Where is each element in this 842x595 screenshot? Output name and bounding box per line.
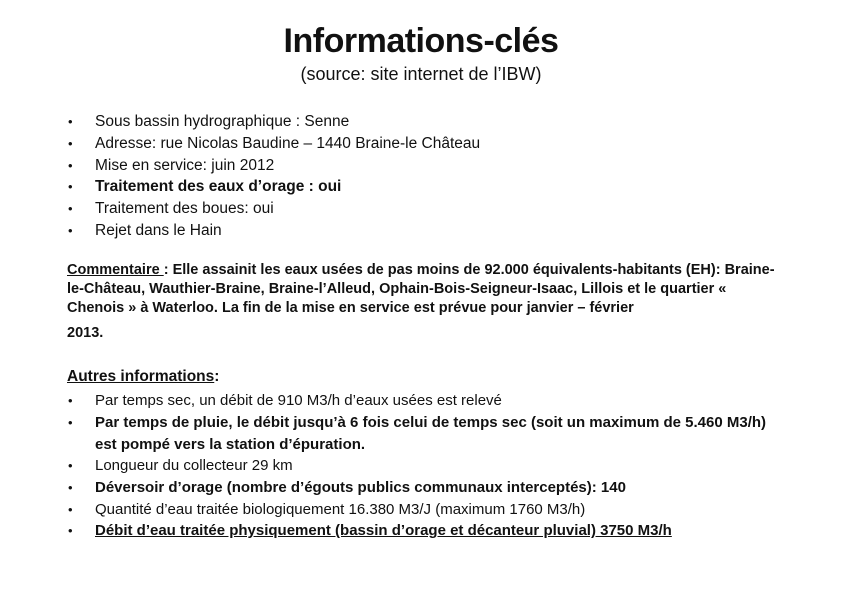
list-item [68,499,787,521]
bullet-icon: • [68,222,73,238]
fact-sludge: Traitement des boues: oui [95,199,274,217]
list-item [68,111,782,133]
info-collector-length: Longueur du collecteur 29 km [95,457,293,475]
list-item [68,198,782,220]
info-physical-treatment: Débit d’eau traitée physiquement (bassin d’orage et décanteur pluvial) 3750 M3/h [95,522,672,540]
comment-separator: : [163,262,173,279]
bullet-icon: • [68,135,73,151]
list-item [68,455,787,477]
bullet-icon: • [68,200,73,216]
list-item [68,477,787,499]
fact-address: Adresse: rue Nicolas Baudine – 1440 Braine-le Château [95,134,481,152]
list-item [68,520,787,542]
info-storm-overflow: Déversoir d’orage (nombre d’égouts publics communaux interceptés): 140 [95,478,626,496]
comment-paragraph [67,261,779,317]
page-title: Informations-clés [283,22,559,60]
comment-tail: 2013. [67,325,104,342]
bullet-icon: • [68,393,73,409]
fact-basin: Sous bassin hydrographique : Senne [95,113,350,131]
comment-label: Commentaire [67,262,164,279]
fact-commissioning: Mise en service: juin 2012 [95,156,275,174]
bullet-icon: • [68,501,73,517]
info-rain-flow: Par temps de pluie, le débit jusqu’à 6 fois celui de temps sec (soit un maximum de 5.460 M3/h) est pompé vers la station d’épuration. [95,413,767,453]
other-info-heading [67,367,777,386]
facts-list [0,111,842,241]
bullet-icon: • [68,523,73,539]
list-item [68,412,787,455]
list-item [68,133,782,155]
bullet-icon: • [68,479,73,495]
list-item [68,155,782,177]
bullet-icon: • [68,157,73,173]
fact-discharge: Rejet dans le Hain [95,221,222,239]
bullet-icon: • [68,458,73,474]
fact-storm-water: Traitement des eaux d’orage : oui [95,178,342,196]
other-info-list [0,390,842,542]
bullet-icon: • [68,414,73,430]
info-dry-weather-flow: Par temps sec, un débit de 910 M3/h d’eaux usées est relevé [95,392,502,410]
page-subtitle: (source: site internet de l’IBW) [300,64,542,85]
other-info-separator: : [214,368,220,386]
list-item [68,220,782,242]
info-biological-treatment: Quantité d’eau traitée biologiquement 16.380 M3/J (maximum 1760 M3/h) [95,500,586,518]
other-info-label: Autres informations [67,368,215,386]
comment-body: Elle assainit les eaux usées de pas moins de 92.000 équivalents-habitants (EH): Braine-le-Château, Wauthier-Braine, Braine-l’Alleud, Ophain-Bois-Seigneur-Isaac, Lillois et le quartier « Chenois » à Waterloo. La fin de la mise en service est prévue pour janvier – février [67,262,775,316]
bullet-icon: • [68,179,73,195]
bullet-icon: • [68,114,73,130]
list-item [68,176,782,198]
list-item [68,390,787,412]
